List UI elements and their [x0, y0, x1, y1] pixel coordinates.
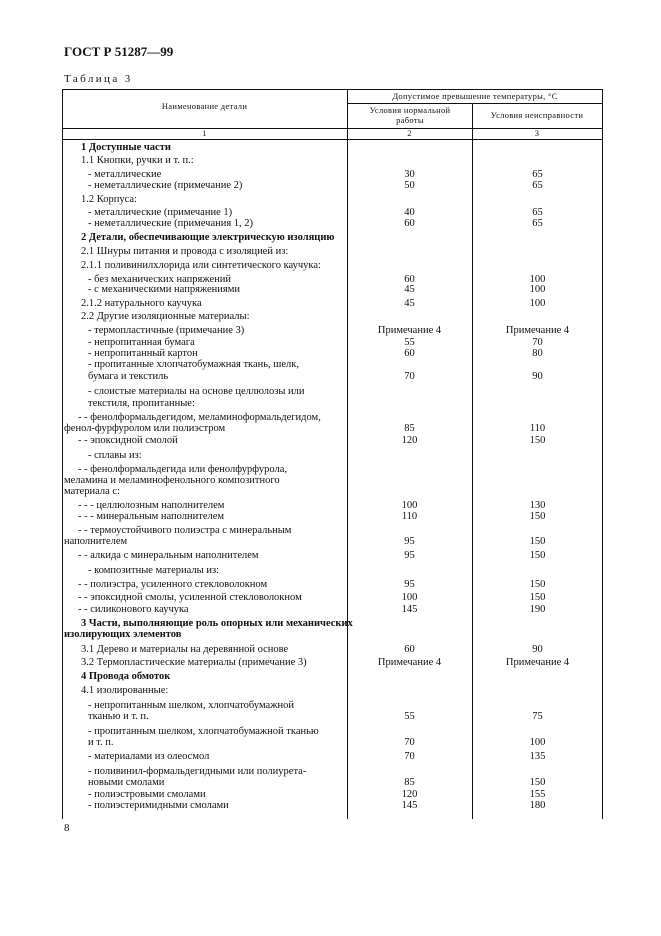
value-fault: 150: [529, 592, 546, 603]
row-label: - полиэстеримидными смолами: [88, 800, 229, 811]
column-number-3: 3: [534, 128, 540, 138]
column-number-line: [62, 139, 603, 140]
value-normal: 100: [401, 592, 418, 603]
value-fault: 180: [529, 800, 546, 811]
value-fault: Примечание 4: [505, 657, 570, 668]
value-fault: 150: [529, 536, 546, 547]
value-fault: 130: [529, 500, 546, 511]
value-fault: 80: [532, 348, 543, 359]
row-label: 2.1 Шнуры питания и провода с изоляцией из:: [81, 246, 289, 257]
value-normal: 55: [404, 711, 415, 722]
value-normal: 55: [404, 337, 415, 348]
table-right-border: [602, 89, 603, 819]
row-label: - - эпоксидной смолой: [78, 435, 178, 446]
row-label: - непропитанным шелком, хлопчатобумажной: [88, 700, 294, 711]
value-normal: 70: [404, 751, 415, 762]
row-label: бумага и текстиль: [88, 371, 169, 382]
value-fault: Примечание 4: [505, 325, 570, 336]
value-fault: 150: [529, 511, 546, 522]
row-label: - композитные материалы из:: [88, 565, 220, 576]
section-title: 1 Доступные части: [81, 142, 171, 153]
row-label: текстиля, пропитанные:: [88, 398, 195, 409]
row-label: 1.2 Корпуса:: [81, 194, 137, 205]
column-number-1: 1: [202, 128, 207, 138]
row-label: - без механических напряжений: [88, 274, 231, 285]
row-label: фенол-фурфуролом или полиэстром: [64, 423, 226, 434]
value-fault: 65: [532, 207, 543, 218]
row-label: - - эпоксидной смолы, усиленной стекловолокном: [78, 592, 302, 603]
row-label: и т. п.: [88, 737, 114, 748]
value-fault: 135: [529, 751, 546, 762]
table-top-border: [62, 89, 603, 90]
value-normal: 60: [404, 644, 415, 655]
row-label: тканью и т. п.: [88, 711, 149, 722]
value-fault: 100: [529, 274, 546, 285]
row-label: - непропитанная бумага: [88, 337, 195, 348]
value-fault: 155: [529, 789, 546, 800]
row-label: - - - целлюлозным наполнителем: [78, 500, 225, 511]
header-fault-conditions: Условия неисправности: [490, 110, 584, 120]
value-normal: 100: [401, 500, 418, 511]
table-caption: Таблица 3: [64, 73, 133, 85]
row-label: - - полиэстра, усиленного стекловолокном: [78, 579, 268, 590]
row-label: - - - минеральным наполнителем: [78, 511, 225, 522]
row-label: 4.1 изолированные:: [81, 685, 169, 696]
value-fault: 150: [529, 777, 546, 788]
row-label: - - силиконового каучука: [78, 604, 189, 615]
value-normal: Примечание 4: [377, 657, 442, 668]
value-normal: 70: [404, 737, 415, 748]
page-number: 8: [64, 822, 70, 834]
table-left-border: [62, 89, 63, 819]
row-label: 3.2 Термопластические материалы (примечание 3): [81, 657, 307, 668]
row-label: - пропитанным шелком, хлопчатобумажной тканью: [88, 726, 319, 737]
row-label: - металлические (примечание 1): [88, 207, 233, 218]
value-normal: 50: [404, 180, 415, 191]
value-normal: 95: [404, 536, 415, 547]
header-temperature-rise: Допустимое превышение температуры, °С: [392, 91, 558, 101]
row-label: 3.1 Дерево и материалы на деревянной основе: [81, 644, 289, 655]
row-label: 2.1.2 натурального каучука: [81, 298, 202, 309]
row-label: - пропитанные хлопчатобумажная ткань, шелк,: [88, 359, 299, 370]
header-normal-conditions: Условия нормальной работы: [369, 105, 451, 125]
value-fault: 100: [529, 298, 546, 309]
value-normal: 45: [404, 284, 415, 295]
row-label: - поливинил-формальдегидными или полиурета-: [88, 766, 307, 777]
value-normal: Примечание 4: [377, 325, 442, 336]
row-label: - с механическими напряжениями: [88, 284, 241, 295]
header-split-line: [347, 103, 603, 104]
row-label: - - термоустойчивого полиэстра с минеральным: [78, 525, 292, 536]
row-label: новыми смолами: [88, 777, 165, 788]
section-title: 4 Провода обмоток: [81, 671, 171, 682]
value-normal: 95: [404, 550, 415, 561]
value-fault: 100: [529, 737, 546, 748]
value-normal: 60: [404, 218, 415, 229]
row-label: 2.1.1 поливинилхлорида или синтетического каучука:: [81, 260, 321, 271]
value-normal: 40: [404, 207, 415, 218]
value-normal: 30: [404, 169, 415, 180]
value-fault: 70: [532, 337, 543, 348]
value-normal: 95: [404, 579, 415, 590]
value-fault: 75: [532, 711, 543, 722]
row-label: - слоистые материалы на основе целлюлозы или: [88, 386, 305, 397]
value-normal: 45: [404, 298, 415, 309]
value-normal: 85: [404, 777, 415, 788]
value-normal: 145: [401, 800, 418, 811]
row-label: материала с:: [64, 486, 120, 497]
row-label: - неметаллические (примечания 1, 2): [88, 218, 254, 229]
column-number-2: 2: [407, 128, 412, 138]
row-label: 2.2 Другие изоляционные материалы:: [81, 311, 250, 322]
row-label: наполнителем: [64, 536, 128, 547]
value-normal: 60: [404, 348, 415, 359]
row-label: 1.1 Кнопки, ручки и т. п.:: [81, 155, 194, 166]
column-divider-2: [472, 103, 473, 819]
row-label: - полиэстровыми смолами: [88, 789, 206, 800]
value-fault: 65: [532, 169, 543, 180]
value-normal: 70: [404, 371, 415, 382]
value-fault: 65: [532, 180, 543, 191]
temperature-table: [62, 89, 603, 819]
section-title: изолирующих элементов: [64, 629, 182, 640]
row-label: - - фенолформальдегидом, меламиноформальдегидом,: [78, 412, 321, 423]
row-label: меламина и меламинофенольного композитного: [64, 475, 280, 486]
row-label: - сплавы из:: [88, 450, 142, 461]
value-fault: 90: [532, 371, 543, 382]
value-normal: 110: [401, 511, 418, 522]
value-fault: 100: [529, 284, 546, 295]
column-divider-1: [347, 89, 348, 819]
value-fault: 65: [532, 218, 543, 229]
row-label: - материалами из олеосмол: [88, 751, 210, 762]
value-fault: 190: [529, 604, 546, 615]
row-label: - непропитанный картон: [88, 348, 198, 359]
section-title: 3 Части, выполняющие роль опорных или механических: [81, 618, 353, 629]
section-title: 2 Детали, обеспечивающие электрическую изоляцию: [81, 232, 335, 243]
value-normal: 60: [404, 274, 415, 285]
header-part-name: Наименование детали: [161, 101, 248, 111]
value-fault: 150: [529, 435, 546, 446]
value-fault: 110: [529, 423, 546, 434]
row-label: - неметаллические (примечание 2): [88, 180, 243, 191]
row-label: - - фенолформальдегида или фенолфурфурола,: [78, 464, 287, 475]
row-label: - термопластичные (примечание 3): [88, 325, 245, 336]
value-fault: 150: [529, 579, 546, 590]
value-normal: 85: [404, 423, 415, 434]
row-label: - - алкида с минеральным наполнителем: [78, 550, 259, 561]
value-normal: 145: [401, 604, 418, 615]
value-normal: 120: [401, 789, 418, 800]
value-fault: 90: [532, 644, 543, 655]
document-id: ГОСТ Р 51287—99: [64, 44, 174, 59]
value-fault: 150: [529, 550, 546, 561]
row-label: - металлические: [88, 169, 162, 180]
value-normal: 120: [401, 435, 418, 446]
